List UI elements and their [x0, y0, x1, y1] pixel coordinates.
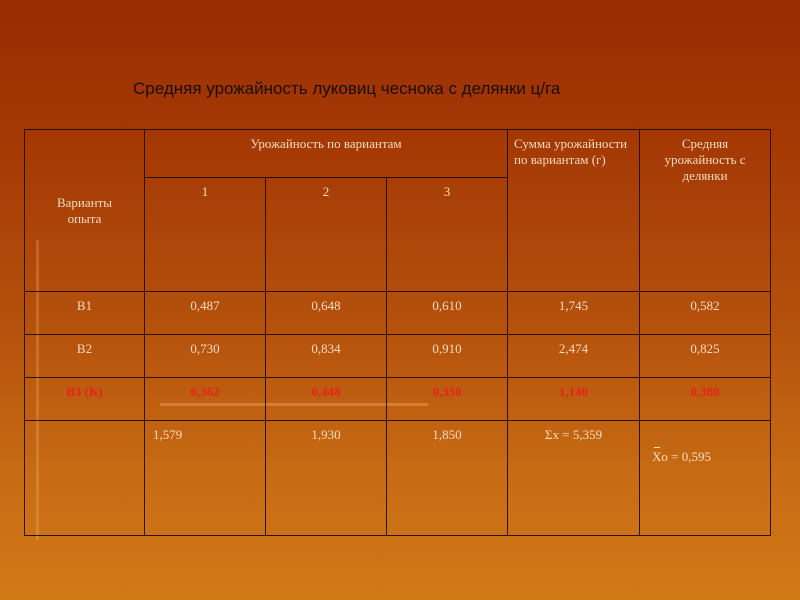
row-avg: 0,582 — [640, 292, 771, 335]
yield-table — [24, 129, 771, 536]
row-value-2: 0,448 — [266, 378, 387, 421]
header-sum: Сумма урожайности по вариантам (г) — [514, 136, 628, 167]
row-variant: В2 — [25, 335, 145, 378]
mean-symbol-label: Xo — [652, 449, 668, 464]
totals-empty-cell — [25, 421, 145, 536]
total-3: 1,850 — [387, 421, 508, 536]
row-value-3: 0,330 — [387, 378, 508, 421]
row-value-1: 0,362 — [145, 378, 266, 421]
header-avg-cell — [640, 130, 771, 292]
total-1: 1,579 — [145, 421, 266, 536]
table-row-control — [25, 378, 771, 421]
header-avg: Средняя урожайность с делянки — [664, 136, 746, 183]
table-row — [25, 335, 771, 378]
header-col-1-label: 1 — [201, 184, 209, 199]
header-col-1 — [145, 178, 266, 292]
row-avg: 0,825 — [640, 335, 771, 378]
total-sum: Σx = 5,359 — [508, 421, 640, 536]
mean-symbol — [652, 449, 668, 465]
row-variant: В3 (К) — [25, 378, 145, 421]
table-row-totals — [25, 421, 771, 536]
row-value-2: 0,834 — [266, 335, 387, 378]
header-sum-cell — [508, 130, 640, 292]
table-row — [25, 292, 771, 335]
header-variants: Варианты опыта — [56, 194, 113, 226]
header-col-3 — [387, 178, 508, 292]
row-avg: 0,380 — [640, 378, 771, 421]
row-sum: 1,140 — [508, 378, 640, 421]
total-avg-value: = 0,595 — [671, 449, 711, 464]
header-col-2-label: 2 — [322, 184, 330, 199]
row-value-3: 0,610 — [387, 292, 508, 335]
total-2: 1,930 — [266, 421, 387, 536]
row-value-1: 0,730 — [145, 335, 266, 378]
total-avg-cell — [640, 421, 771, 536]
row-value-1: 0,487 — [145, 292, 266, 335]
header-col-2 — [266, 178, 387, 292]
row-value-3: 0,910 — [387, 335, 508, 378]
row-sum: 2,474 — [508, 335, 640, 378]
row-sum: 1,745 — [508, 292, 640, 335]
page-title: Средняя урожайность луковиц чеснока с делянки ц/га — [133, 79, 561, 98]
header-yield-by-variant-cell — [145, 130, 508, 178]
row-variant: В1 — [25, 292, 145, 335]
header-yield-by-variant: Урожайность по вариантам — [250, 136, 402, 151]
header-col-3-label: 3 — [443, 184, 451, 199]
row-value-2: 0,648 — [266, 292, 387, 335]
header-variants-cell — [25, 130, 145, 292]
